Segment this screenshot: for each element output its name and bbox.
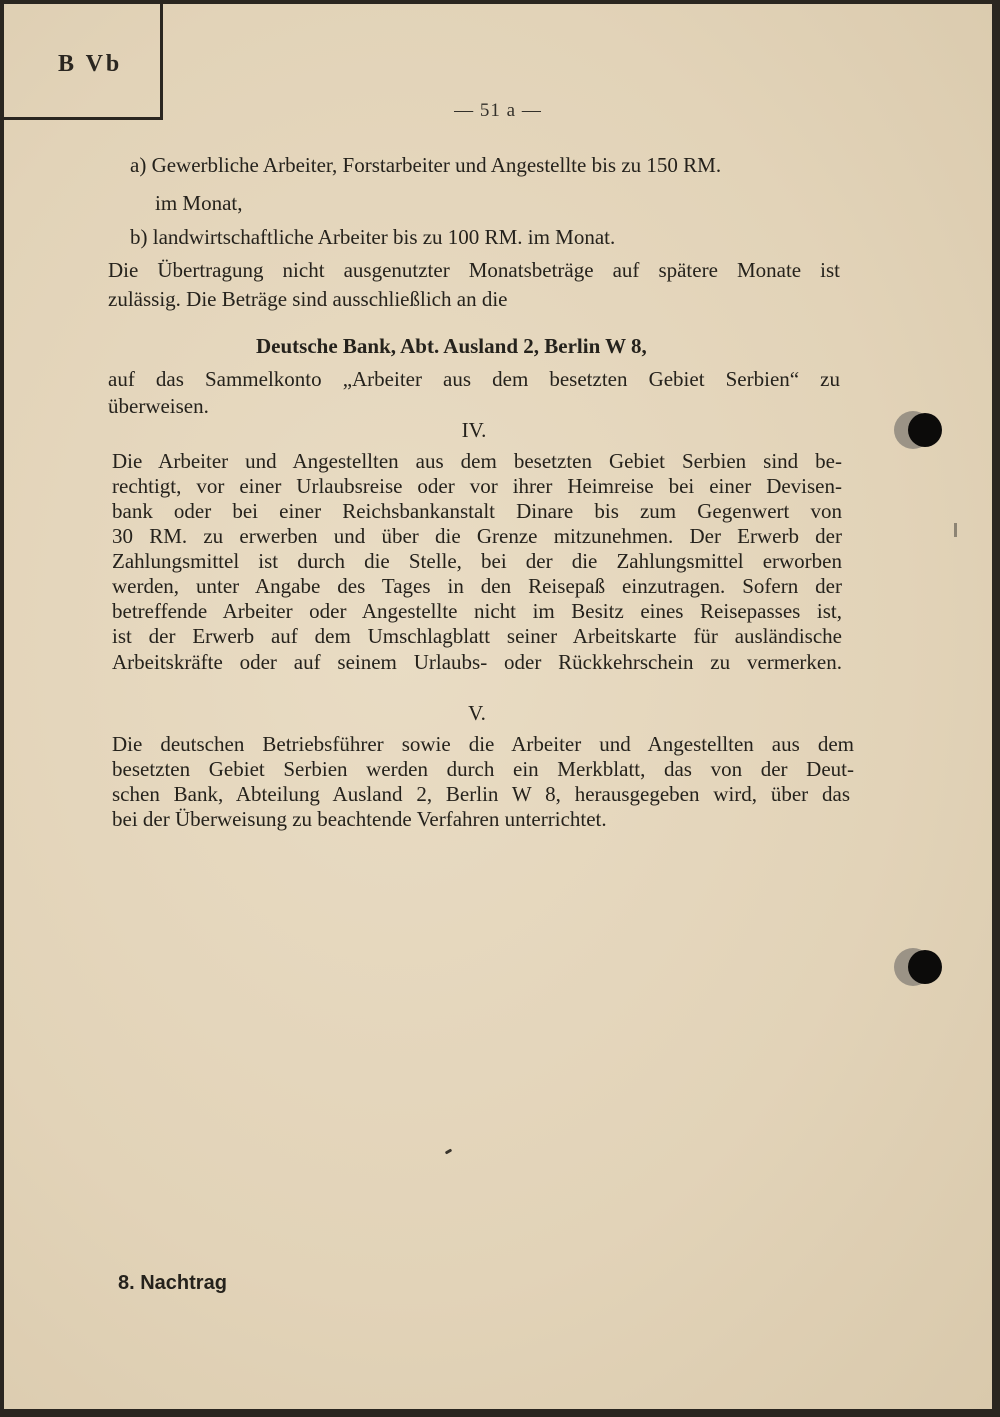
section-iv-line: Die Arbeiter und Angestellten aus dem besetzten Gebiet Serbien sind be- — [112, 449, 842, 473]
paper-mark — [954, 523, 957, 537]
item-a-line-1: a) Gewerbliche Arbeiter, Forstarbeiter und Angestellte bis zu 150 RM. — [130, 153, 722, 177]
page-number: — 51 a — — [454, 100, 542, 121]
punch-hole — [908, 413, 942, 447]
section-iv-line: ist der Erwerb auf dem Umschlagblatt seiner Arbeitskarte für ausländische — [112, 624, 842, 648]
section-v-line: Die deutschen Betriebsführer sowie die Arbeiter und Angestellten aus dem — [112, 732, 854, 756]
transfer-line-1: Die Übertragung nicht ausgenutzter Monatsbeträge auf spätere Monate ist — [108, 258, 840, 282]
section-iv-line: betreffende Arbeiter oder Angestellte nicht im Besitz eines Reisepasses ist, — [112, 599, 842, 623]
section-iv-line: bank oder bei einer Reichsbankanstalt Dinare bis zum Gegenwert von — [112, 499, 842, 523]
bank-address: Deutsche Bank, Abt. Ausland 2, Berlin W 8, — [256, 334, 647, 358]
item-a-line-2: im Monat, — [155, 191, 243, 215]
register-tab-label: B Vb — [58, 51, 123, 77]
section-iv-line: Zahlungsmittel ist durch die Stelle, bei der die Zahlungsmittel erworben — [112, 549, 842, 573]
account-line-1: auf das Sammelkonto „Arbeiter aus dem besetzten Gebiet Serbien“ zu — [108, 367, 840, 391]
punch-hole — [908, 950, 942, 984]
section-iv-line: 30 RM. zu erwerben und über die Grenze mitzunehmen. Der Erwerb der — [112, 524, 842, 548]
section-v-heading: V. — [468, 701, 486, 725]
document-page — [4, 4, 992, 1409]
item-b-line: b) landwirtschaftliche Arbeiter bis zu 100 RM. im Monat. — [130, 225, 616, 249]
section-iv-line: rechtigt, vor einer Urlaubsreise oder vor ihrer Heimreise bei einer Devisen- — [112, 474, 842, 498]
account-line-2: überweisen. — [108, 394, 209, 418]
section-v-line: bei der Überweisung zu beachtende Verfahren unterrichtet. — [112, 807, 607, 831]
transfer-line-2: zulässig. Die Beträge sind ausschließlich an die — [108, 287, 508, 311]
section-v-line: besetzten Gebiet Serbien werden durch ein Merkblatt, das von der Deut- — [112, 757, 854, 781]
section-iv-line: werden, unter Angabe des Tages in den Reisepaß einzutragen. Sofern der — [112, 574, 842, 598]
supplement-label: 8. Nachtrag — [118, 1272, 227, 1294]
paper-speck — [445, 1148, 453, 1154]
section-iv-line: Arbeitskräfte oder auf seinem Urlaubs- oder Rückkehrschein zu vermerken. — [112, 650, 842, 674]
section-v-line: schen Bank, Abteilung Ausland 2, Berlin W 8, herausgegeben wird, über das — [112, 782, 850, 806]
section-iv-heading: IV. — [461, 418, 487, 442]
